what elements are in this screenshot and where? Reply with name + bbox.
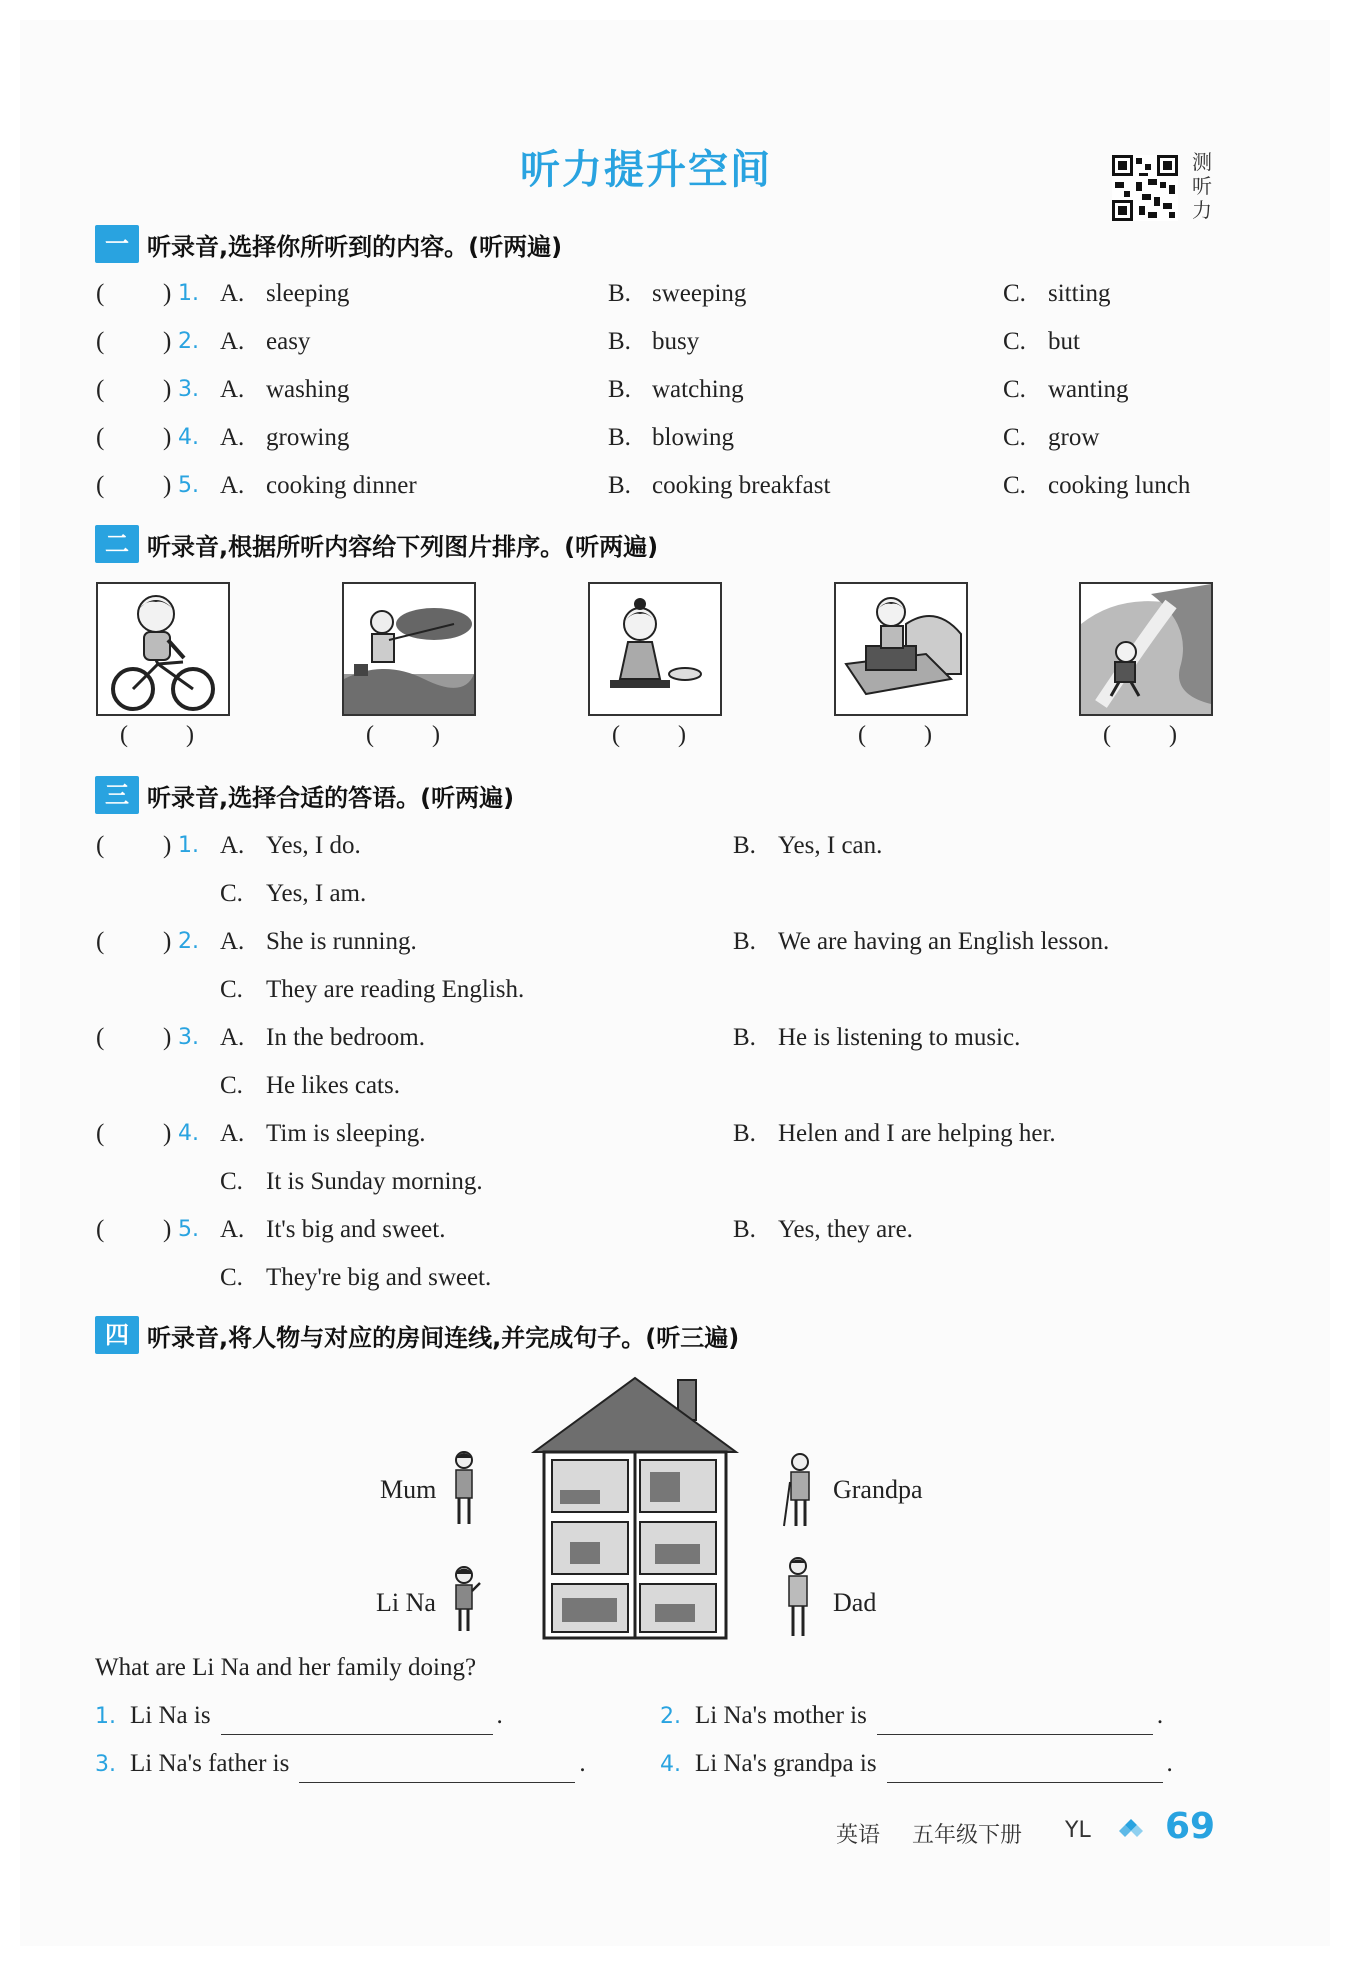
option-a: washing [266, 376, 350, 403]
section4-question: What are Li Na and her family doing? [95, 1654, 477, 1681]
qr-code-icon[interactable] [1112, 155, 1178, 221]
picture-boy-cycling [96, 582, 230, 716]
answer-paren-open: ( [366, 722, 374, 748]
section1-heading [95, 224, 562, 264]
answer-paren-open: ( [858, 722, 866, 748]
answer-paren-open: ( [96, 376, 105, 403]
option-a: She is running. [266, 928, 417, 955]
section3-heading [95, 775, 514, 815]
picture-girl-making-bed [834, 582, 968, 716]
option-b: blowing [652, 424, 734, 451]
option-b-letter: B. [733, 832, 756, 859]
option-a: Tim is sleeping. [266, 1120, 426, 1147]
answer-blank[interactable] [877, 1708, 1153, 1735]
option-c-letter: C. [1003, 280, 1026, 307]
option-c: cooking lunch [1048, 472, 1191, 499]
picture-grandpa-fishing [342, 582, 476, 716]
sentence-period: . [579, 1750, 586, 1777]
option-b: watching [652, 376, 744, 403]
option-c: sitting [1048, 280, 1111, 307]
option-c: but [1048, 328, 1080, 355]
answer-paren-close: ) [163, 1216, 172, 1243]
house-illustration [530, 1372, 740, 1640]
answer-paren-open: ( [96, 1216, 105, 1243]
option-c: grow [1048, 424, 1100, 451]
label-lina: Li Na [376, 1588, 436, 1617]
option-b-letter: B. [608, 472, 631, 499]
section4-number: 四 [95, 1316, 139, 1354]
answer-blank[interactable] [221, 1708, 493, 1735]
picture-boy-hiking [1079, 582, 1213, 716]
option-b-letter: B. [608, 328, 631, 355]
label-grandpa: Grandpa [833, 1475, 923, 1504]
page-number: 69 [1165, 1806, 1216, 1847]
option-c-letter: C. [1003, 328, 1026, 355]
option-a-letter: A. [220, 1216, 245, 1243]
option-c: They are reading English. [266, 976, 525, 1003]
option-b-letter: B. [733, 1024, 756, 1051]
answer-paren-close: ) [1169, 722, 1177, 748]
fill-blank-sentence [95, 1698, 503, 1734]
option-b: He is listening to music. [778, 1024, 1021, 1051]
dad-figure [784, 1556, 812, 1638]
section1-heading-text: 听录音,选择你所听到的内容。(听两遍) [147, 232, 563, 261]
answer-paren-open: ( [96, 472, 105, 499]
option-b: Yes, they are. [778, 1216, 913, 1243]
section2-heading [95, 524, 658, 564]
option-c-letter: C. [1003, 472, 1026, 499]
question-number: 5. [178, 1217, 199, 1242]
option-c-letter: C. [220, 1168, 243, 1195]
blank-number: 2. [660, 1704, 681, 1729]
option-a: It's big and sweet. [266, 1216, 446, 1243]
answer-paren-open: ( [1103, 722, 1111, 748]
fill-blank-sentence [660, 1746, 1173, 1782]
answer-blank[interactable] [299, 1756, 575, 1783]
option-c-letter: C. [220, 880, 243, 907]
answer-paren-close: ) [163, 832, 172, 859]
question-number: 3. [178, 377, 199, 402]
option-c-letter: C. [220, 1264, 243, 1291]
footer-grade: 五年级下册 [912, 1823, 1023, 1848]
option-a: easy [266, 328, 311, 355]
footer-subject: 英语 [836, 1823, 881, 1848]
question-number: 1. [178, 833, 199, 858]
blank-text: Li Na's father is [130, 1750, 290, 1777]
answer-paren-open: ( [96, 928, 105, 955]
option-a-letter: A. [220, 1120, 245, 1147]
option-a-letter: A. [220, 928, 245, 955]
option-a-letter: A. [220, 472, 245, 499]
answer-paren-open: ( [96, 1120, 105, 1147]
label-mum: Mum [380, 1475, 437, 1504]
option-c: It is Sunday morning. [266, 1168, 483, 1195]
question-number: 4. [178, 1121, 199, 1146]
sentence-period: . [1156, 1702, 1164, 1729]
option-c: They're big and sweet. [266, 1264, 492, 1291]
option-b-letter: B. [608, 280, 631, 307]
option-a: In the bedroom. [266, 1024, 425, 1051]
section4-heading-text: 听录音,将人物与对应的房间连线,并完成句子。(听三遍) [147, 1323, 740, 1352]
blank-text: Li Na's grandpa is [695, 1750, 877, 1777]
lina-figure [450, 1565, 482, 1635]
option-b-letter: B. [733, 1120, 756, 1147]
sentence-period: . [1166, 1750, 1173, 1777]
blank-number: 4. [660, 1752, 681, 1777]
section2-number: 二 [95, 525, 139, 563]
answer-paren-close: ) [163, 376, 172, 403]
section3-heading-text: 听录音,选择合适的答语。(听两遍) [147, 783, 515, 812]
option-b: Helen and I are helping her. [778, 1120, 1056, 1147]
section3-number: 三 [95, 776, 139, 814]
answer-paren-close: ) [924, 722, 932, 748]
answer-paren-close: ) [163, 1120, 172, 1147]
diamond-icon [1118, 1818, 1144, 1844]
option-b-letter: B. [733, 1216, 756, 1243]
answer-blank[interactable] [887, 1756, 1163, 1783]
option-b: busy [652, 328, 700, 355]
question-number: 2. [178, 929, 199, 954]
answer-paren-close: ) [186, 722, 194, 748]
answer-paren-close: ) [163, 328, 172, 355]
blank-text: Li Na is [130, 1702, 211, 1729]
answer-paren-open: ( [120, 722, 128, 748]
option-b: sweeping [652, 280, 747, 307]
option-b-letter: B. [608, 376, 631, 403]
sentence-period: . [496, 1702, 503, 1729]
answer-paren-open: ( [612, 722, 620, 748]
blank-text: Li Na's mother is [695, 1702, 867, 1729]
answer-paren-open: ( [96, 280, 105, 307]
option-b: cooking breakfast [652, 472, 831, 499]
grandpa-figure [780, 1452, 816, 1528]
section2-heading-text: 听录音,根据所听内容给下列图片排序。(听两遍) [147, 532, 659, 561]
option-a-letter: A. [220, 424, 245, 451]
option-c: wanting [1048, 376, 1129, 403]
question-number: 1. [178, 281, 199, 306]
qr-label: 测听力 [1192, 150, 1212, 222]
answer-paren-close: ) [163, 928, 172, 955]
mum-figure [450, 1450, 478, 1528]
option-c-letter: C. [220, 976, 243, 1003]
option-a-letter: A. [220, 328, 245, 355]
answer-paren-close: ) [163, 472, 172, 499]
option-a: Yes, I do. [266, 832, 361, 859]
option-b-letter: B. [608, 424, 631, 451]
option-a-letter: A. [220, 280, 245, 307]
option-c: Yes, I am. [266, 880, 367, 907]
section1-number: 一 [95, 225, 139, 263]
option-c: He likes cats. [266, 1072, 400, 1099]
fill-blank-sentence [660, 1698, 1163, 1734]
option-b-letter: B. [733, 928, 756, 955]
answer-paren-close: ) [163, 1024, 172, 1051]
question-number: 3. [178, 1025, 199, 1050]
blank-number: 1. [95, 1704, 116, 1729]
answer-paren-open: ( [96, 1024, 105, 1051]
option-a: growing [266, 424, 350, 451]
answer-paren-open: ( [96, 832, 105, 859]
option-c-letter: C. [220, 1072, 243, 1099]
answer-paren-close: ) [678, 722, 686, 748]
answer-paren-open: ( [96, 328, 105, 355]
question-number: 4. [178, 425, 199, 450]
option-a-letter: A. [220, 376, 245, 403]
option-a: sleeping [266, 280, 350, 307]
section4-heading [95, 1315, 739, 1355]
fill-blank-sentence [95, 1746, 586, 1782]
page-title: 听力提升空间 [520, 147, 772, 193]
option-c-letter: C. [1003, 376, 1026, 403]
option-a-letter: A. [220, 832, 245, 859]
picture-girl-sitting [588, 582, 722, 716]
option-b: We are having an English lesson. [778, 928, 1110, 955]
option-a: cooking dinner [266, 472, 417, 499]
answer-paren-close: ) [163, 280, 172, 307]
option-a-letter: A. [220, 1024, 245, 1051]
question-number: 2. [178, 329, 199, 354]
answer-paren-open: ( [96, 424, 105, 451]
answer-paren-close: ) [163, 424, 172, 451]
question-number: 5. [178, 473, 199, 498]
label-dad: Dad [833, 1588, 877, 1617]
option-b: Yes, I can. [778, 832, 883, 859]
footer-edition: YL [1065, 1818, 1091, 1843]
blank-number: 3. [95, 1752, 116, 1777]
answer-paren-close: ) [432, 722, 440, 748]
option-c-letter: C. [1003, 424, 1026, 451]
